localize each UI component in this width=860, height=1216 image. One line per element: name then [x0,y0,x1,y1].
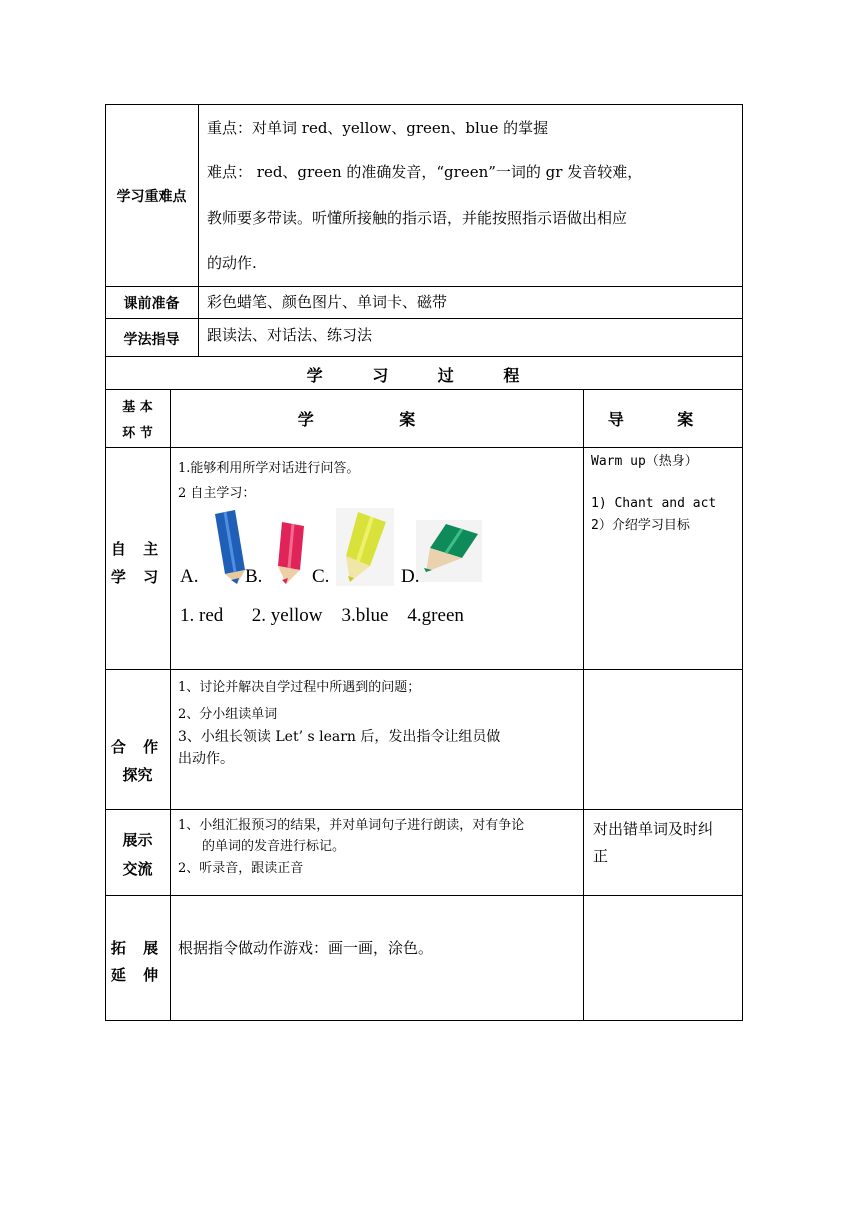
self-study-line-1: 1.能够利用所学对话进行问答。 [178,461,360,476]
show-line-1b: 的单词的发音进行标记。 [202,839,346,854]
focus-text: 重点：对单词 red、yellow、green、blue 的掌握 [207,119,549,137]
basic-header-2: 环 节 [122,426,153,441]
option-c: C. [312,566,330,587]
option-d: D. [401,566,420,587]
self-study-label-1: 自 主 [110,540,165,558]
cooperate-line-2: 2、分小组读单词 [178,707,278,722]
red-pencil-icon [268,518,314,586]
extend-label-2: 延 伸 [110,966,165,984]
process-title: 学 习 过 程 [306,366,542,385]
extend-line-1: 根据指令做动作游戏：画一画，涂色。 [178,939,434,957]
cooperate-line-1: 1、讨论并解决自学过程中所遇到的问题； [178,680,421,695]
cooperate-line-3a: 3、小组长领读 Let’ s learn 后，发出指令让组员做 [178,729,501,745]
preparation-label: 课前准备 [123,296,180,312]
cooperate-label-1: 合 作 [110,738,165,756]
green-pencil-icon [416,520,482,582]
extend-label-1: 拓 展 [110,939,165,957]
difficulty-line-2: 教师要多带读。听懂所接触的指示语，并能按照指示语做出相应 [207,209,628,227]
difficulty-line-1: 难点： red、green 的准确发音，“green”一词的 gr 发音较难， [207,163,643,181]
show-label-2: 交流 [122,860,153,878]
difficulty-line-3: 的动作. [207,254,257,272]
basic-header-1: 基 本 [122,400,153,415]
show-line-2: 2、听录音，跟读正音 [178,861,304,876]
method-label: 学法指导 [123,332,180,348]
self-study-line-2: 2 自主学习： [178,486,256,501]
option-b: B. [245,566,263,587]
self-study-label-2: 学 习 [110,568,165,586]
guide-goals: 2）介绍学习目标 [591,518,690,533]
show-label-1: 展示 [122,831,153,849]
yellow-pencil-icon [336,508,394,586]
guide-plan-header: 导 案 [607,410,718,429]
show-line-1a: 1、小组汇报预习的结果，并对单词句子进行朗读，对有争论 [178,818,525,833]
study-plan-header: 学 案 [297,410,456,429]
answer-words: 1. red 2. yellow 3.blue 4.green [180,605,464,626]
key-points-label: 学习重难点 [116,189,187,205]
guide-chant: 1) Chant and act [591,496,717,511]
cooperate-line-3b: 出动作。 [178,751,234,767]
show-guide-1: 对出错单词及时纠 [593,820,714,838]
cooperate-label-2: 探究 [122,766,153,784]
method-value: 跟读法、对话法、练习法 [207,326,373,344]
preparation-value: 彩色蜡笔、颜色图片、单词卡、磁带 [207,293,448,311]
option-a: A. [180,566,199,587]
show-guide-2: 正 [593,847,609,865]
guide-warm-up: Warm up（热身） [591,454,698,469]
